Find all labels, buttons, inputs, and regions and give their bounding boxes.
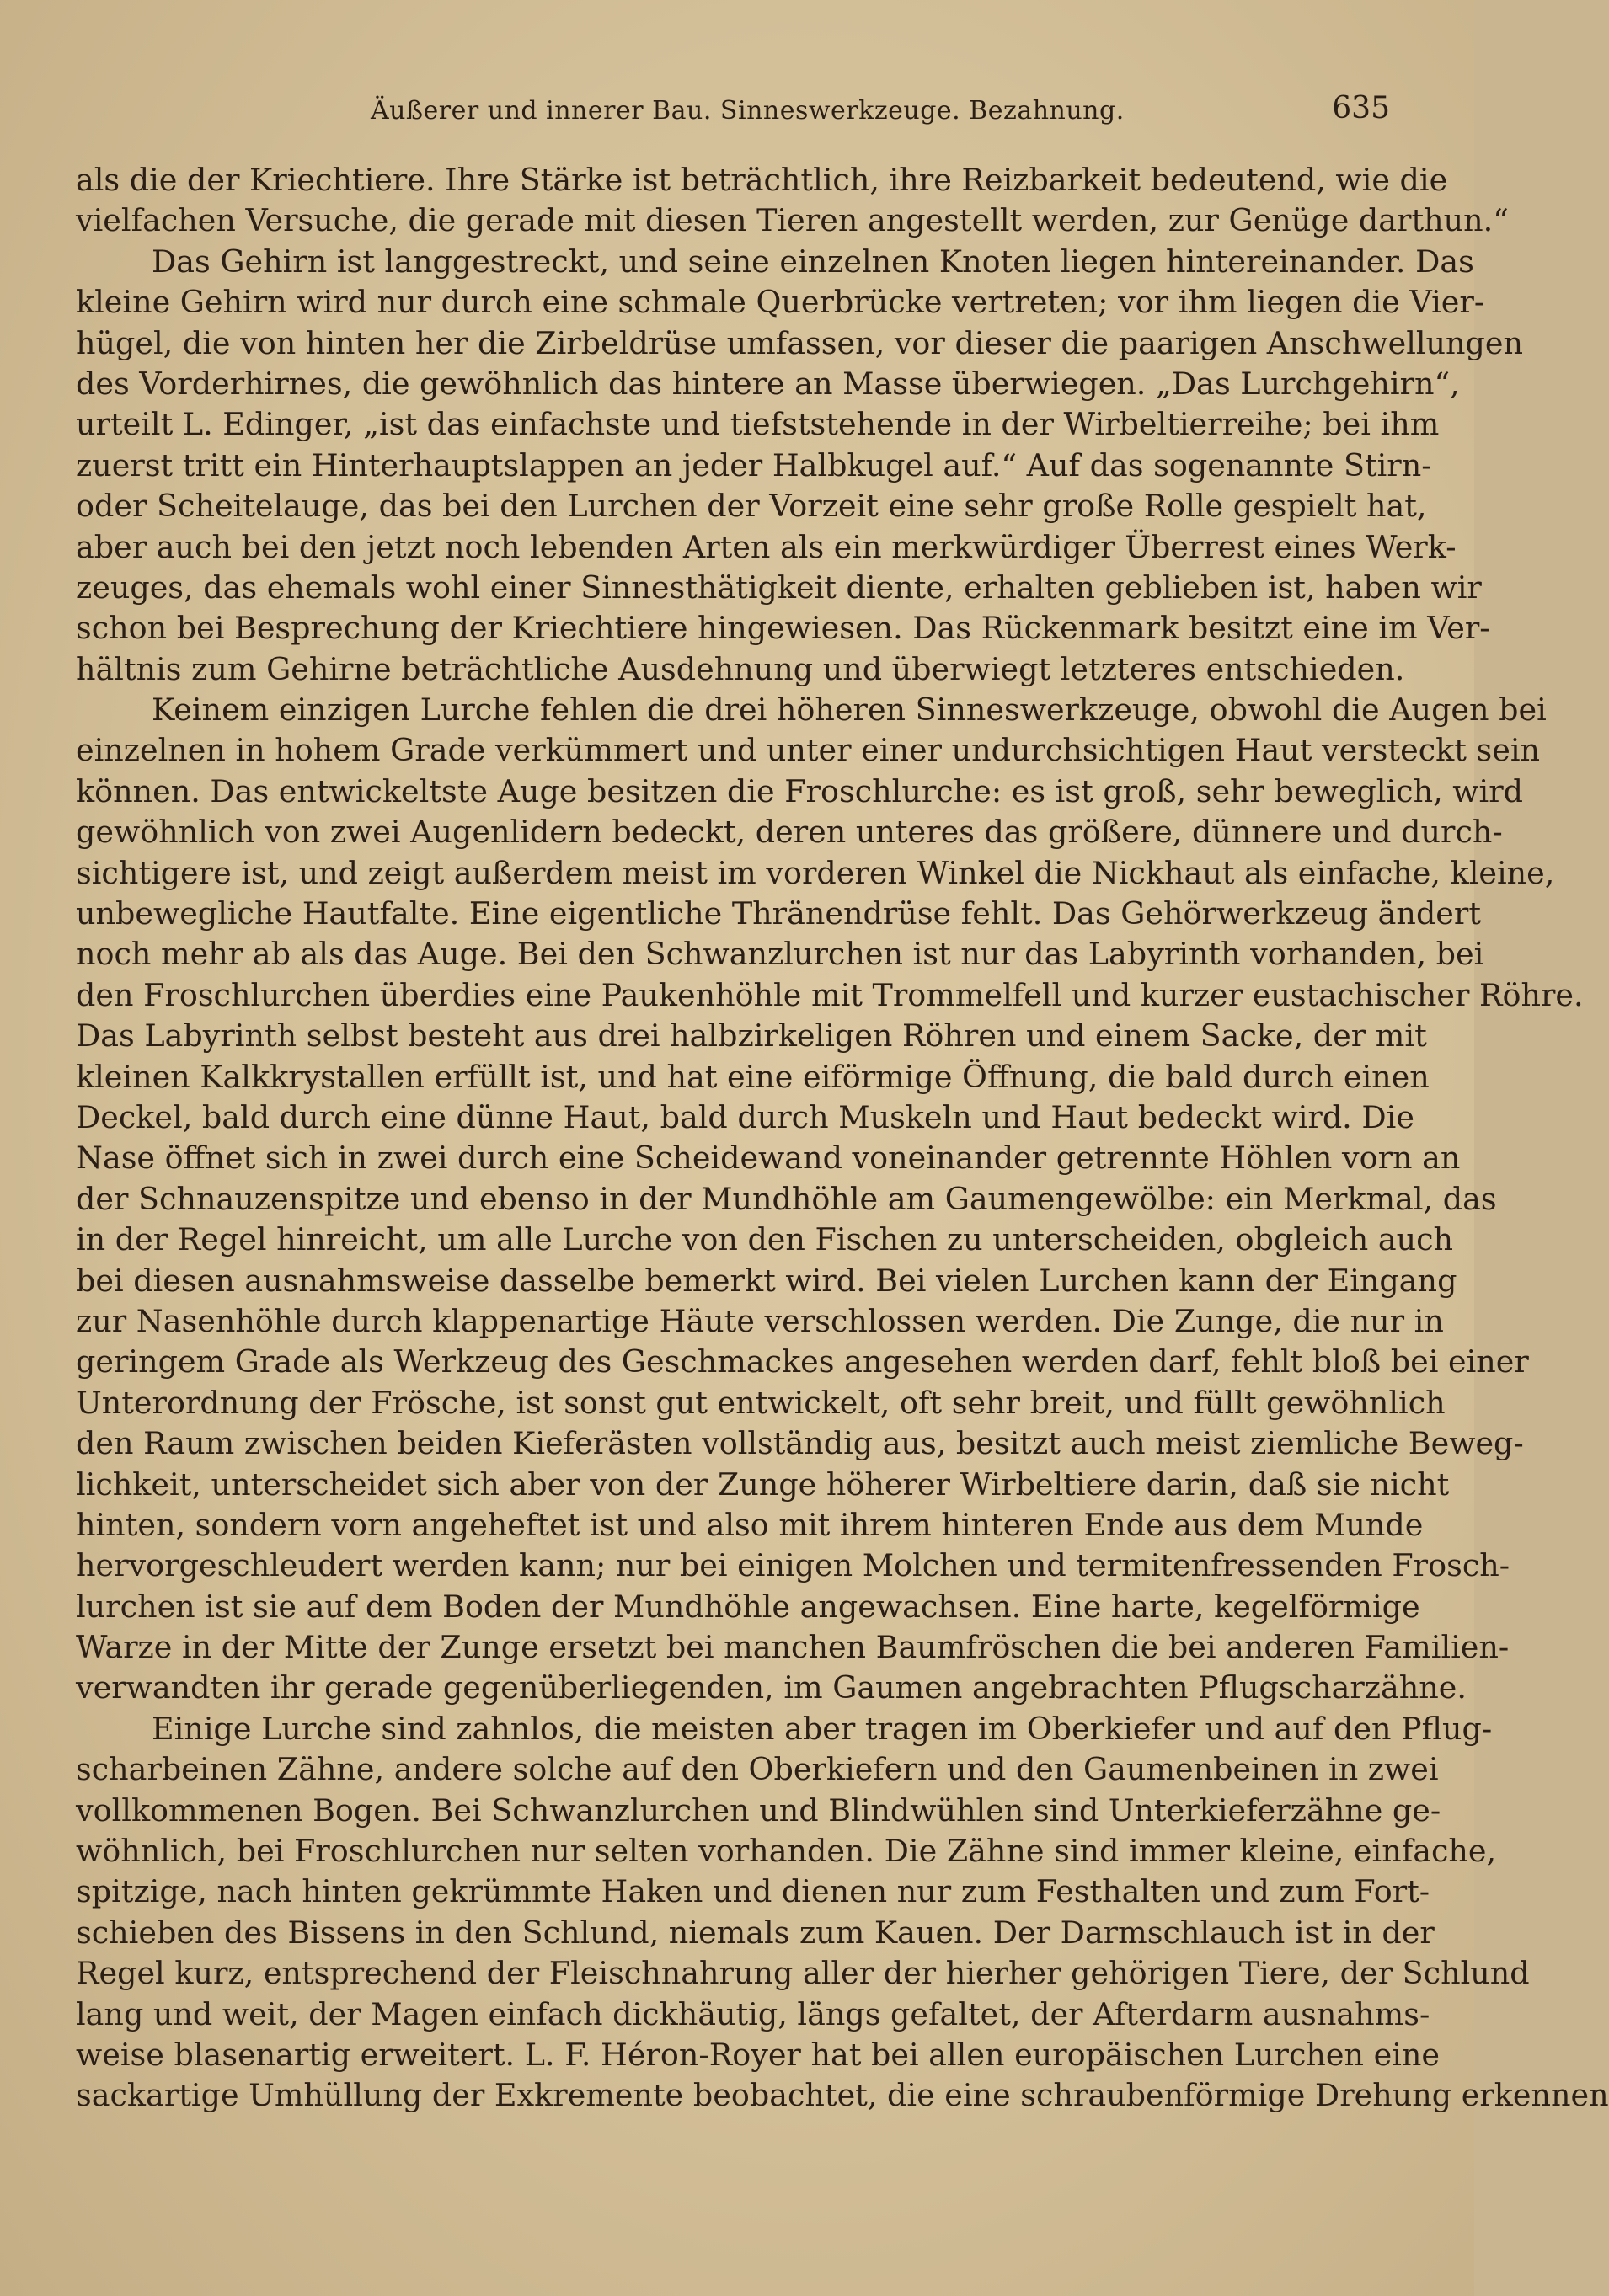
text-line: lichkeit, unterscheidet sich aber von der Zunge höherer Wirbeltiere darin, daß sie nicht [76, 1466, 1450, 1503]
text-line: Deckel, bald durch eine dünne Haut, bald durch Muskeln und Haut bedeckt wird. Die [76, 1098, 1414, 1135]
text-line: kleinen Kalkkrystallen erfüllt ist, und hat eine eiförmige Öffnung, die bald durch einen [76, 1058, 1430, 1095]
paragraph [76, 160, 1509, 242]
text-line: Keinem einzigen Lurche fehlen die drei höheren Sinneswerkzeuge, obwohl die Augen bei [152, 691, 1547, 729]
text-line: zur Nasenhöhle durch klappenartige Häute verschlossen werden. Die Zunge, die nur in [76, 1302, 1444, 1339]
text-line: zeuges, das ehemals wohl einer Sinnesthätigkeit diente, erhalten geblieben ist, haben wir [76, 569, 1482, 606]
text-line: Unterordnung der Frösche, ist sonst gut entwickelt, oft sehr breit, und füllt gewöhnlich [76, 1384, 1446, 1421]
text-line: verwandten ihr gerade gegenüberliegenden, im Gaumen angebrachten Pflugscharzähne. [76, 1669, 1467, 1706]
text-line: der Schnauzenspitze und ebenso in der Mundhöhle am Gaumengewölbe: ein Merkmal, das [76, 1180, 1497, 1217]
text-line: als die der Kriechtiere. Ihre Stärke ist beträchtlich, ihre Reizbarkeit bedeutend, wie die [76, 162, 1448, 198]
text-line: weise blasenartig erweitert. L. F. Héron-Royer hat bei allen europäischen Lurchen eine [76, 2036, 1441, 2073]
paragraph [76, 690, 1584, 1709]
page-header [76, 91, 1390, 141]
running-head: Äußerer und innerer Bau. Sinneswerkzeuge. Bezahnung. [371, 96, 1125, 125]
text-line: Einige Lurche sind zahnlos, die meisten aber tragen im Oberkiefer und auf den Pflug- [152, 1710, 1493, 1747]
text-line: Warze in der Mitte der Zunge ersetzt bei manchen Baumfröschen die bei anderen Familien- [76, 1629, 1510, 1666]
text-line: wöhnlich, bei Froschlurchen nur selten vorhanden. Die Zähne sind immer kleine, einfache, [76, 1833, 1497, 1870]
text-line: geringem Grade als Werkzeug des Geschmackes angesehen werden darf, fehlt bloß bei einer [76, 1343, 1529, 1380]
text-line: des Vorderhirnes, die gewöhnlich das hintere an Masse überwiegen. „Das Lurchgehirn“, [76, 365, 1460, 402]
text-line: Regel kurz, entsprechend der Fleischnahrung aller der hierher gehörigen Tiere, der Schlund [76, 1955, 1530, 1992]
text-line: gewöhnlich von zwei Augenlidern bedeckt, deren unteres das größere, dünnere und durch- [76, 814, 1503, 851]
text-line: sichtigere ist, und zeigt außerdem meist im vorderen Winkel die Nickhaut als einfache, kleine, [76, 854, 1555, 891]
text-line: sackartige Umhüllung der Exkremente beobachtet, die eine schraubenförmige Drehung erkennen [76, 2077, 1609, 2114]
text-line: urteilt L. Edinger, „ist das einfachste und tiefststehende in der Wirbeltierreihe; bei ihm [76, 406, 1440, 443]
text-line: zuerst tritt ein Hinterhauptslappen an jeder Halbkugel auf.“ Auf das sogenannte Stirn- [76, 446, 1432, 483]
paragraph [76, 1709, 1609, 2117]
page-number: 635 [1332, 91, 1390, 125]
paragraph [76, 242, 1524, 690]
text-line: unbewegliche Hautfalte. Eine eigentliche Thränendrüse fehlt. Das Gehörwerkzeug ändert [76, 895, 1482, 932]
text-line: hältnis zum Gehirne beträchtliche Ausdehnung und überwiegt letzteres entschieden. [76, 650, 1405, 687]
text-line: in der Regel hinreicht, um alle Lurche von den Fischen zu unterscheiden, obgleich auch [76, 1221, 1454, 1258]
text-line: können. Das entwickeltste Auge besitzen die Froschlurche: es ist groß, sehr beweglich, wird [76, 772, 1524, 809]
text-line: Das Gehirn ist langgestreckt, und seine einzelnen Knoten liegen hintereinander. Das [152, 243, 1474, 280]
text-line: vollkommenen Bogen. Bei Schwanzlurchen und Blindwühlen sind Unterkieferzähne ge- [76, 1791, 1441, 1829]
text-line: vielfachen Versuche, die gerade mit diesen Tieren angestellt werden, zur Genüge darthun.“ [76, 202, 1509, 239]
text-line: hügel, die von hinten her die Zirbeldrüse umfassen, vor dieser die paarigen Anschwellungen [76, 324, 1524, 361]
text-line: hinten, sondern vorn angeheftet ist und also mit ihrem hinteren Ende aus dem Munde [76, 1506, 1424, 1543]
text-line: noch mehr ab als das Auge. Bei den Schwanzlurchen ist nur das Labyrinth vorhanden, bei [76, 936, 1484, 973]
text-line: aber auch bei den jetzt noch lebenden Arten als ein merkwürdiger Überrest eines Werk- [76, 528, 1457, 565]
text-line: bei diesen ausnahmsweise dasselbe bemerkt wird. Bei vielen Lurchen kann der Eingang [76, 1262, 1457, 1299]
text-line: Nase öffnet sich in zwei durch eine Scheidewand voneinander getrennte Höhlen vorn an [76, 1140, 1461, 1177]
body-text [76, 160, 1609, 2117]
text-line: oder Scheitelauge, das bei den Lurchen der Vorzeit eine sehr große Rolle gespielt hat, [76, 488, 1427, 525]
text-line: den Froschlurchen überdies eine Paukenhöhle mit Trommelfell und kurzer eustachischer Röhre. [76, 976, 1584, 1013]
text-line: den Raum zwischen beiden Kieferästen vollständig aus, besitzt auch meist ziemliche Beweg- [76, 1425, 1524, 1462]
text-line: schon bei Besprechung der Kriechtiere hingewiesen. Das Rückenmark besitzt eine im Ver- [76, 610, 1490, 647]
text-line: hervorgeschleudert werden kann; nur bei einigen Molchen und termitenfressenden Frosch- [76, 1547, 1510, 1584]
text-line: lang und weit, der Magen einfach dickhäutig, längs gefaltet, der Afterdarm ausnahms- [76, 1995, 1430, 2032]
text-line: spitzige, nach hinten gekrümmte Haken und dienen nur zum Festhalten und zum Fort- [76, 1873, 1430, 1910]
text-line: scharbeinen Zähne, andere solche auf den Oberkiefern und den Gaumenbeinen in zwei [76, 1751, 1439, 1788]
text-line: Das Labyrinth selbst besteht aus drei halbzirkeligen Röhren und einem Sacke, der mit [76, 1017, 1427, 1055]
text-line: kleine Gehirn wird nur durch eine schmale Querbrücke vertreten; vor ihm liegen die Vier- [76, 284, 1485, 321]
text-line: schieben des Bissens in den Schlund, niemals zum Kauen. Der Darmschlauch ist in der [76, 1914, 1435, 1951]
text-line: einzelnen in hohem Grade verkümmert und unter einer undurchsichtigen Haut versteckt sein [76, 732, 1541, 769]
text-line: lurchen ist sie auf dem Boden der Mundhöhle angewachsen. Eine harte, kegelförmige [76, 1588, 1420, 1625]
